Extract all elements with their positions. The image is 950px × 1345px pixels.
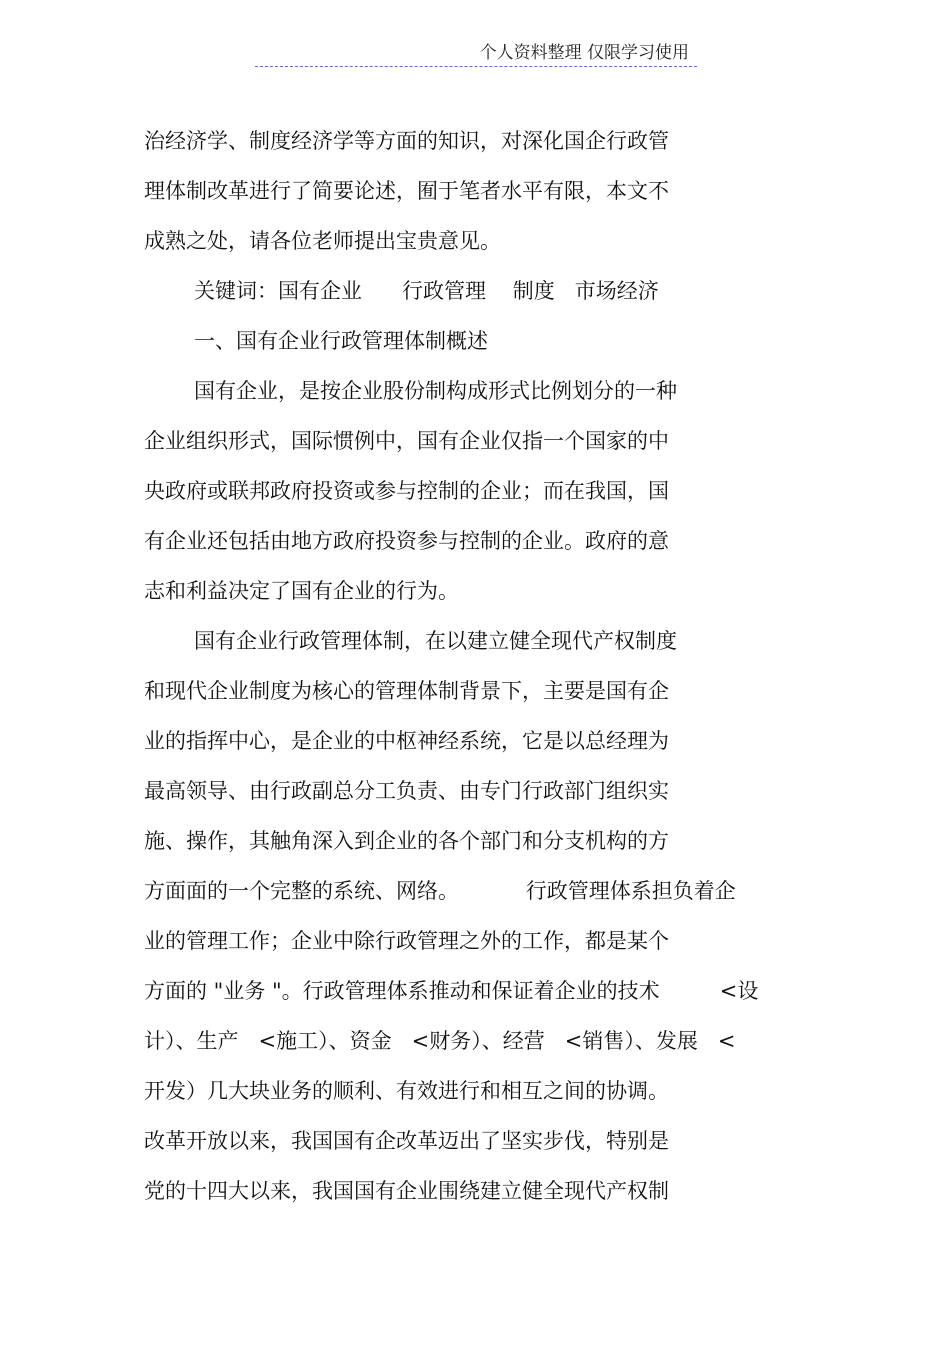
keywords-line: 关键词：国有企业 行政管理 制度 市场经济 [194, 279, 659, 303]
text-line: 治经济学、制度经济学等方面的知识，对深化国企行政管 [144, 129, 669, 153]
text-line: 计）、生产 <施工）、资金 <财务）、经营 <销售）、发展 < [144, 1029, 736, 1053]
text-line: 理体制改革进行了简要论述，囿于笔者水平有限，本文不 [144, 179, 669, 203]
text-line: 开发）几大块业务的顺利、有效进行和相互之间的协调。 [144, 1079, 669, 1103]
text-line: 志和利益决定了国有企业的行为。 [144, 579, 459, 603]
text-line: 成熟之处，请各位老师提出宝贵意见。 [144, 229, 501, 253]
text-line: 业的管理工作；企业中除行政管理之外的工作，都是某个 [144, 929, 669, 953]
text-line: 方面面的一个完整的系统、网络。 行政管理体系担负着企 [144, 879, 736, 903]
text-line: 方面的 "业务 "。行政管理体系推动和保证着企业的技术 <设 [144, 979, 759, 1003]
text-line: 国有企业行政管理体制，在以建立健全现代产权制度 [194, 629, 677, 653]
text-line: 企业组织形式，国际惯例中，国有企业仅指一个国家的中 [144, 429, 669, 453]
section-heading: 一、国有企业行政管理体制概述 [194, 329, 488, 353]
text-line: 改革开放以来，我国国有企改革迈出了坚实步伐，特别是 [144, 1129, 669, 1153]
text-line: 业的指挥中心，是企业的中枢神经系统，它是以总经理为 [144, 729, 669, 753]
text-line: 最高领导、由行政副总分工负责、由专门行政部门组织实 [144, 779, 669, 803]
text-line: 和现代企业制度为核心的管理体制背景下，主要是国有企 [144, 679, 669, 703]
text-line: 施、操作，其触角深入到企业的各个部门和分支机构的方 [144, 829, 669, 853]
header-text: 个人资料整理 仅限学习使用 [479, 43, 689, 63]
text-line: 党的十四大以来，我国国有企业围绕建立健全现代产权制 [144, 1179, 669, 1203]
page-header [255, 42, 697, 67]
text-line: 有企业还包括由地方政府投资参与控制的企业。政府的意 [144, 529, 669, 553]
text-line: 国有企业，是按企业股份制构成形式比例划分的一种 [194, 379, 677, 403]
text-line: 央政府或联邦政府投资或参与控制的企业；而在我国，国 [144, 479, 669, 503]
